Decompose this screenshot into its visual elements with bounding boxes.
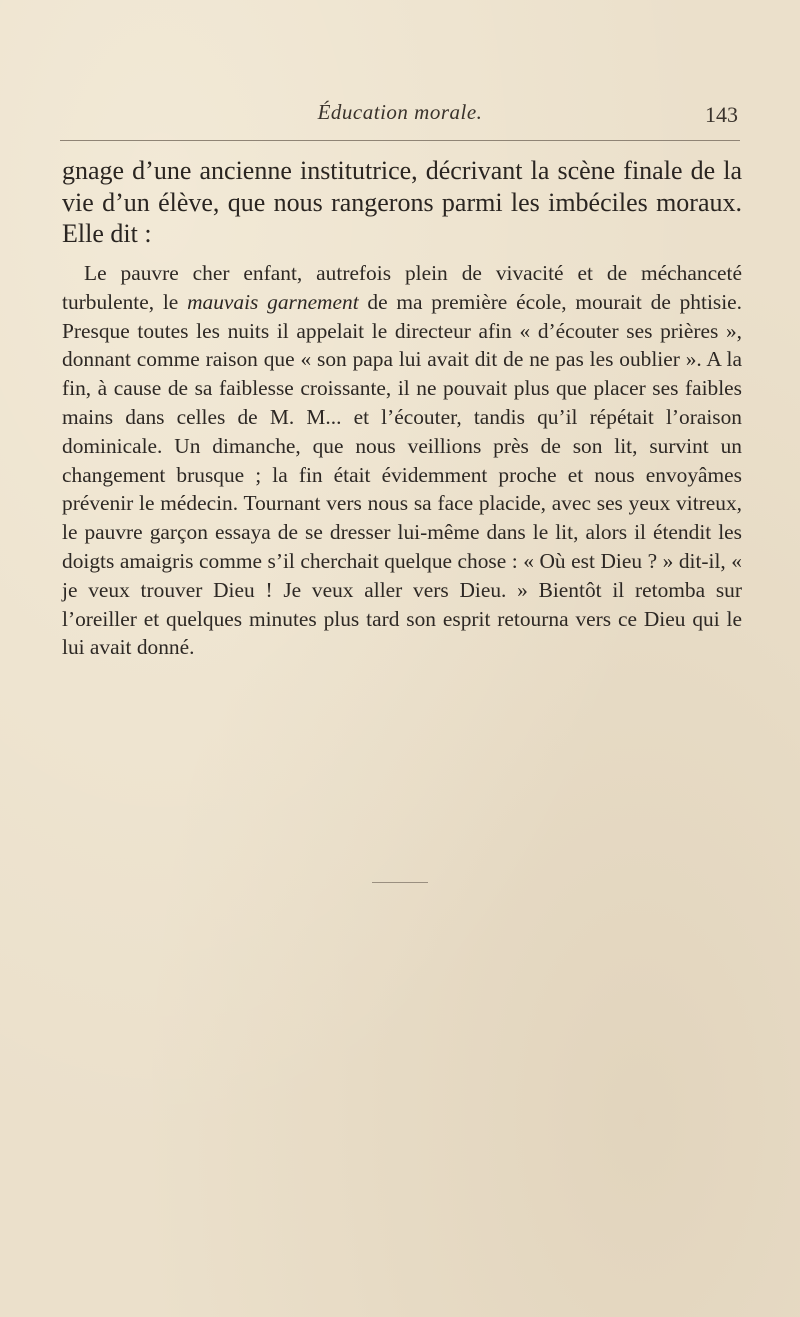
quote-text-start: Le pauvre cher enfant, autrefois plein de vivacité et de méchanceté turbulente, le bbox=[62, 261, 742, 314]
page-header bbox=[60, 96, 740, 136]
section-end-rule bbox=[372, 882, 428, 883]
quote-paragraph bbox=[62, 259, 742, 662]
page-number: 143 bbox=[705, 102, 738, 127]
quoted-passage bbox=[62, 259, 742, 662]
quote-italic-phrase: mauvais garnement bbox=[187, 289, 359, 314]
running-title: Éducation morale. bbox=[317, 100, 483, 124]
header-rule bbox=[60, 140, 740, 141]
quote-text-rest: de ma première école, mourait de phtisie. Presque toutes les nuits il appelait le directeur afin « d’écouter ses prières », donnant comme raison que « son papa lui avait dit de ne pas les oublier ». A la fin, à cause de sa faiblesse croissante, il ne pouvait plus que placer ses faibles mains dans celles de M. M... et l’écouter, tandis qu’il répétait l’oraison dominicale. Un dimanche, que nous veillions près de son lit, survint un changement brusque ; la fin était évidemment proche et nous envoyâmes prévenir le médecin. Tournant vers nous sa face placide, avec ses yeux vitreux, le pauvre garçon essaya de se dresser lui-même dans le lit, alors il étendit les doigts amaigris comme s’il cherchait quelque chose : « Où est Dieu ? » dit-il, « je veux trouver Dieu ! Je veux aller vers Dieu. » Bientôt il retomba sur l’oreiller et quelques minutes plus tard son esprit retourna vers ce Dieu qui le lui avait donné. bbox=[62, 289, 742, 660]
intro-paragraph: gnage d’une ancienne institutrice, décrivant la scène finale de la vie d’un élève, que nous rangerons parmi les imbéciles moraux. Elle dit : bbox=[62, 156, 742, 248]
